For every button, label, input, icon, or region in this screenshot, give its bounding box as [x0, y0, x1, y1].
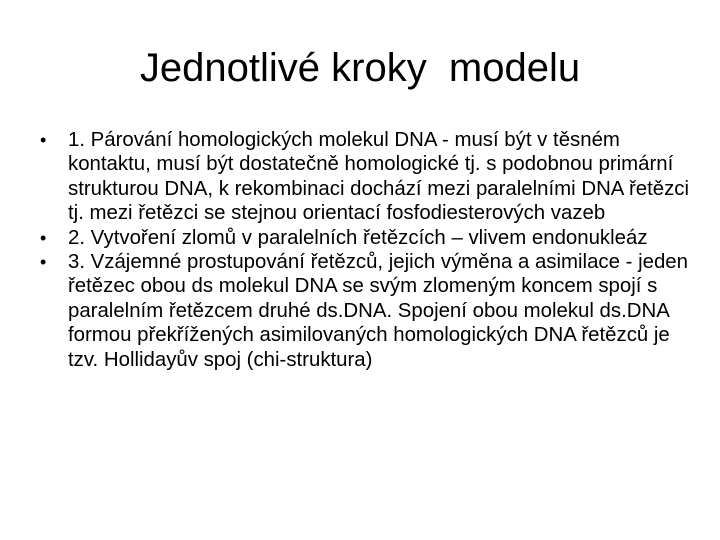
bullet-item-1 — [40, 128, 690, 226]
bullet-icon: • — [40, 130, 47, 150]
bullet-item-3 — [40, 250, 690, 372]
bullet-icon: • — [40, 227, 47, 248]
bullet-list — [40, 128, 690, 372]
bullet-text: 1. Párování homologických molekul DNA - musí být v těsném kontaktu, musí být dostatečně homologické tj. s podobnou primární strukturou DNA, k rekombinaci dochází mezi paralelními DNA řetězci tj. mezi řetězci se stejnou orientací fosfodiesterových vazeb — [68, 129, 690, 225]
bullet-text: 3. Vzájemné prostupování řetězců, jejich výměna a asimilace - jeden řetězec obou ds molekul DNA se svým zlomeným koncem spojí s paralelním řetězcem druhé ds.DNA. Spojení obou molekul ds.DNA formou překřížených asimilovaných homologických DNA řetězců je tzv. Hollidayův spoj (chi-struktura) — [68, 251, 688, 371]
slide-title: Jednotlivé kroky modelu — [139, 46, 581, 90]
bullet-item-2 — [40, 226, 690, 250]
bullet-icon: • — [40, 252, 47, 273]
bullet-text: 2. Vytvoření zlomů v paralelních řetězcích – vlivem endonukleáz — [68, 226, 648, 249]
